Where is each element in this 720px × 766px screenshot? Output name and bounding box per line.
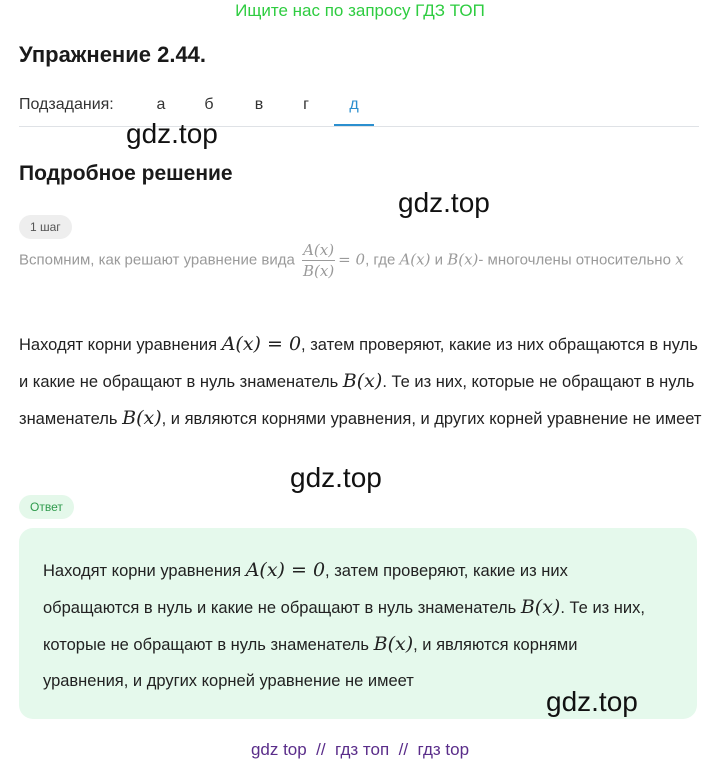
answer-text <box>43 552 663 699</box>
solution-text-part: Находят корни уравнения <box>19 336 218 354</box>
math-expr: A(x) = 0 <box>245 559 326 581</box>
watermark: gdz.top <box>398 187 490 218</box>
hint-polynomials: - многочлены относительно <box>478 251 671 269</box>
subtask-tab-v[interactable]: в <box>254 96 264 113</box>
solution-text-part: , и являются корнями уравнения, и других корней уравнение не имеет <box>161 410 702 428</box>
hint-text <box>19 240 699 281</box>
math-expr: B(x) <box>373 633 414 655</box>
exercise-title: Упражнение 2.44. <box>19 42 207 67</box>
solution-title: Подробное решение <box>19 162 233 185</box>
hint-where: , где <box>365 251 396 269</box>
solution-text <box>19 326 704 437</box>
math-expr: A(x) = 0 <box>221 333 302 355</box>
step-badge: 1 шаг <box>19 215 72 239</box>
hint-and: и <box>434 251 444 269</box>
math-expr: B(x) <box>122 407 162 429</box>
answer-text-part: . Те из них, которые не обращают в нуль знаменатель <box>43 599 645 654</box>
watermark: gdz.top <box>546 686 638 717</box>
subtask-tab-g[interactable]: г <box>303 96 309 113</box>
footer-links[interactable]: gdz top // гдз топ // гдз top <box>250 740 470 759</box>
hint-eq: = 0 <box>338 250 366 269</box>
subtask-tab-a[interactable]: а <box>156 96 166 113</box>
watermark: gdz.top <box>290 462 382 493</box>
answer-text-part: , затем проверяют, какие из них обращаются в нуль и какие не обращают в нуль знаменатель <box>43 562 568 617</box>
math-expr: B(x) <box>520 596 561 618</box>
hint-bx: B(x) <box>447 250 479 269</box>
subtask-tab-d[interactable]: д <box>334 96 374 126</box>
math-expr: B(x) <box>342 370 383 392</box>
solution-text-part: , затем проверяют, какие из них обращаются в нуль и какие не обращают в нуль знаменатель <box>19 336 698 391</box>
top-banner: Ищите нас по запросу ГДЗ ТОП <box>235 1 485 20</box>
hint-ax: A(x) <box>399 250 431 269</box>
solution-text-part: . Те из них, которые не обращают в нуль знаменатель <box>19 373 695 428</box>
subtasks-label: Подзадания: <box>19 96 114 113</box>
fraction-a-over-b <box>302 240 335 281</box>
answer-badge: Ответ <box>19 495 74 519</box>
hint-intro: Вспомним, как решают уравнение вида <box>19 251 295 269</box>
watermark: gdz.top <box>126 118 218 149</box>
answer-text-part: , и являются корнями уравнения, и других корней уравнение не имеет <box>43 636 578 690</box>
subtask-tab-b[interactable]: б <box>204 96 214 113</box>
answer-text-part: Находят корни уравнения <box>43 562 242 580</box>
hint-x: x <box>675 250 684 269</box>
fraction-numerator: A(x) <box>303 241 335 259</box>
fraction-denominator: B(x) <box>302 262 335 280</box>
subtasks-bar <box>19 88 699 127</box>
